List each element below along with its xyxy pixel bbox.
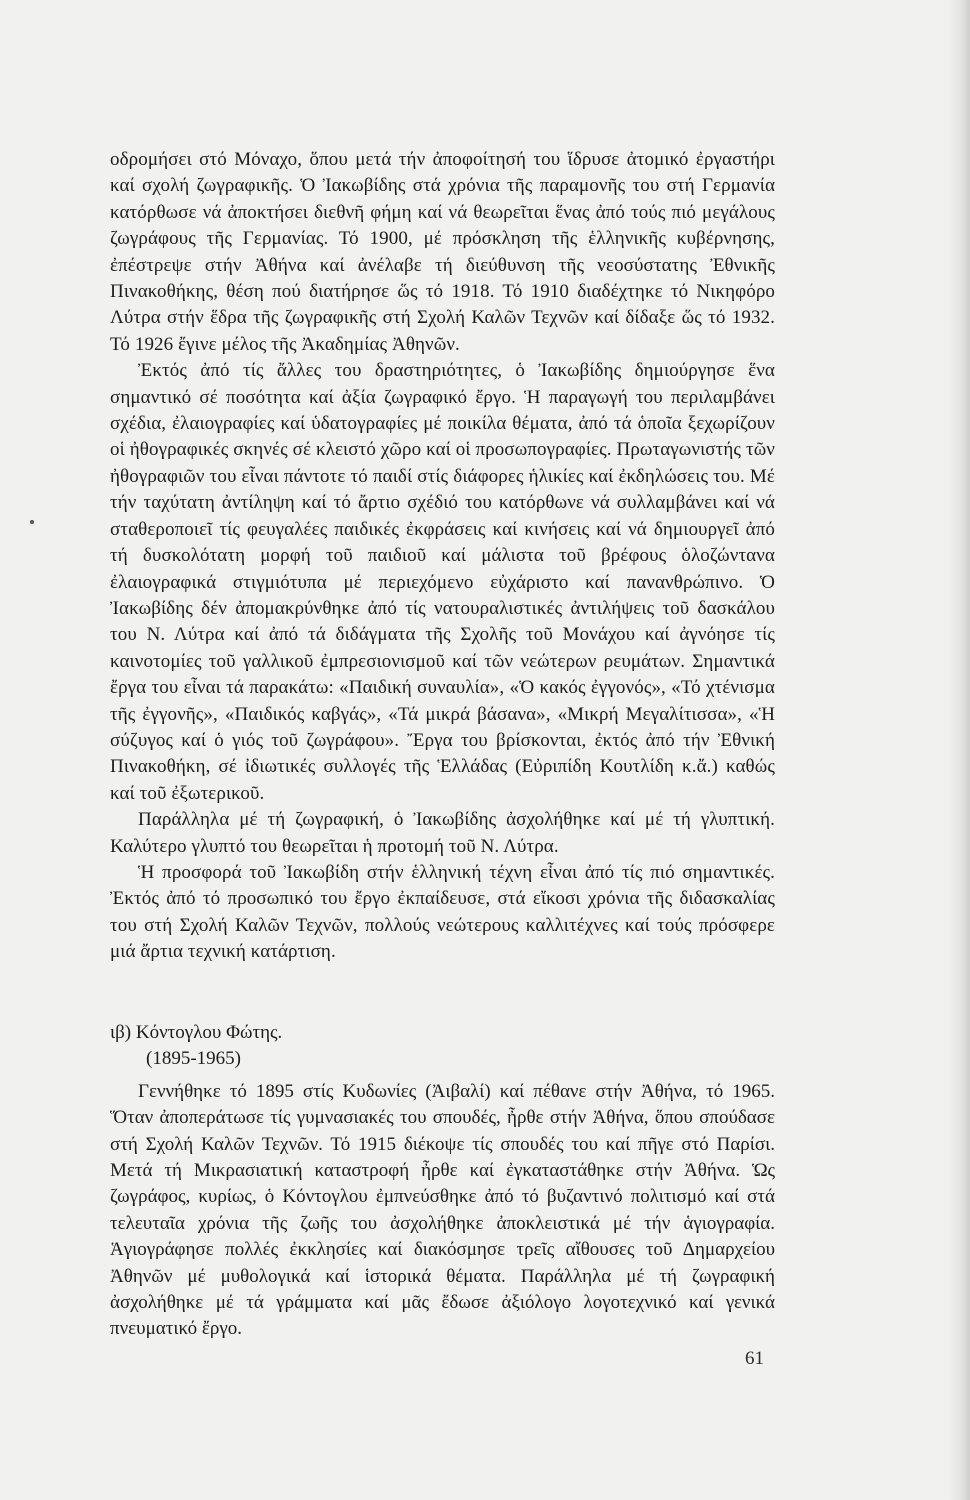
section-dates: (1895-1965) xyxy=(146,1048,241,1070)
page-number: 61 xyxy=(745,1348,764,1369)
paragraph-sculpture: Παράλληλα μέ τή ζωγραφική, ὁ Ἰακωβίδης ἀσχολήθηκε καί μέ τή γλυπτική. Καλύτερο γλυπτό του θεωρεῖται ἡ προτομή τοῦ Ν. Λύτρα. xyxy=(110,809,775,857)
section-heading: ιβ) Κόντογλου Φώτης. xyxy=(110,1022,283,1043)
scan-speck xyxy=(30,520,34,524)
section-body: Γεννήθηκε τό 1895 στίς Κυδωνίες (Ἀιβαλί) καί πέθανε στήν Ἀθήνα, τό 1965. Ὅταν ἀποπεράτωσε τίς γυμνασιακές του σπουδές, ἦρθε στήν Ἀθήνα, ὅπου σπούδασε στή Σχολή Καλῶν Τεχνῶν. Τό 1915 διέκοψε τίς σπουδές του καί πῆγε στό Παρίσι. Μετά τή Μικρασιατική καταστροφή ἦρθε καί ἐγκαταστάθηκε στήν Ἀθήνα. Ὡς ζωγράφος, κυρίως, ὁ Κόντογλου ἐμπνεύσθηκε ἀπό τό βυζαντινό πολιτισμό καί στά τελευταῖα χρόνια τῆς ζωῆς του ἀσχολήθηκε ἀποκλειστικά μέ τήν ἁγιογραφία. Ἁγιογράφησε πολλές ἐκκλησίες καί διακόσμησε τρεῖς αἴθουσες τοῦ Δημαρχείου Ἀθηνῶν μέ μυθολογικά καί ἱστορικά θέματα. Παράλληλα μέ τή ζωγραφική ἀσχολήθηκε μέ τά γράμματα καί μᾶς ἔδωσε ἀξιόλογο λογοτεχνικό καί γενικά πνευματικό ἔργο. xyxy=(110,1080,775,1340)
main-text xyxy=(110,147,775,966)
paragraph-continuation: οδρομήσει στό Μόναχο, ὅπου μετά τήν ἀποφοίτησή του ἵδρυσε ἀτομικό ἐργαστήρι καί σχολή ζωγραφικῆς. Ὁ Ἰακωβίδης στά χρόνια τῆς παραμονῆς του στή Γερμανία κατόρθωσε νά ἀποκτήσει διεθνῆ φήμη καί νά θεωρεῖται ἕνας ἀπό τούς πιό μεγάλους ζωγράφους τῆς Γερμανίας. Τό 1900, μέ πρόσκληση τῆς ἑλληνικῆς κυβέρνησης, ἐπέστρεψε στήν Ἀθήνα καί ἀνέλαβε τή διεύθυνση τῆς νεοσύστατης Ἐθνικῆς Πινακοθήκης, θέση πού διατήρησε ὥς τό 1918. Τό 1910 διαδέχτηκε τό Νικηφόρο Λύτρα στήν ἕδρα τῆς ζωγραφικῆς στή Σχολή Καλῶν Τεχνῶν καί δίδαξε ὥς τό 1932. Τό 1926 ἔγινε μέλος τῆς Ἀκαδημίας Ἀθηνῶν. xyxy=(110,149,775,355)
paragraph-works: Ἐκτός ἀπό τίς ἄλλες του δραστηριότητες, ὁ Ἰακωβίδης δημιούργησε ἕνα σημαντικό σέ ποσότητα καί ἀξία ζωγραφικό ἔργο. Ἡ παραγωγή του περιλαμβάνει σχέδια, ἐλαιογραφίες καί ὑδατογραφίες μέ ποικίλα θέματα, ἀπό τά ὁποῖα ξεχωρίζουν οἱ ἠθογραφικές σκηνές σέ κλειστό χῶρο καί οἱ προσωπογραφίες. Πρωταγωνιστής τῶν ἠθογραφιῶν του εἶναι πάντοτε τό παιδί στίς διάφορες ἡλικίες καί ἐκδηλώσεις του. Μέ τήν ταχύτατη ἀντίληψη καί τό ἄρτιο σχέδιό του κατόρθωνε νά συλλαμβάνει καί νά σταθεροποιεῖ τίς φευγαλέες παιδικές ἐκφράσεις καί κινήσεις καί νά δημιουργεῖ ἀπό τή δυσκολότατη μορφή τοῦ παιδιοῦ καί μάλιστα τοῦ βρέφους ὁλοζώντανα ἐλαιογραφικά στιγμιότυπα μέ περιεχόμενο εὐχάριστο καί πανανθρώπινο. Ὁ Ἰακωβίδης δέν ἀπομακρύνθηκε ἀπό τίς νατουραλιστικές ἀντιλήψεις τοῦ δασκάλου του Ν. Λύτρα καί ἀπό τά διδάγματα τῆς Σχολῆς τοῦ Μονάχου καί ἀγνόησε τίς καινοτομίες τοῦ γαλλικοῦ ἐμπρεσιονισμοῦ καί τῶν νεώτερων ρευμάτων. Σημαντικά ἔργα του εἶναι τά παρακάτω: «Παιδική συναυλία», «Ὁ κακός ἐγγονός», «Τό χτένισμα τῆς ἐγγονῆς», «Παιδικός καβγάς», «Τά μικρά βάσανα», «Μικρή Μεγαλίτισσα», «Ἡ σύζυγος καί ὁ γιός τοῦ ζωγράφου». Ἔργα του βρίσκονται, ἐκτός ἀπό τήν Ἐθνική Πινακοθήκη, σέ ἰδιωτικές συλλογές τῆς Ἑλλάδας (Εὐριπίδη Κουτλίδη κ.ἄ.) καθώς καί τοῦ ἐξωτερικοῦ. xyxy=(110,360,775,804)
page-edge-shadow xyxy=(948,0,970,1500)
kontoglou-section xyxy=(110,1020,775,1343)
paragraph-contribution: Ἡ προσφορά τοῦ Ἰακωβίδη στήν ἑλληνική τέχνη εἶναι ἀπό τίς πιό σημαντικές. Ἐκτός ἀπό τό προσωπικό του ἔργο ἐκπαίδευσε, στά εἴκοσι χρόνια τῆς διδασκαλίας του στή Σχολή Καλῶν Τεχνῶν, πολλούς νεώτερους καλλιτέχνες καί τούς πρόσφερε μιά ἄρτια τεχνική κατάρτιση. xyxy=(110,861,775,963)
